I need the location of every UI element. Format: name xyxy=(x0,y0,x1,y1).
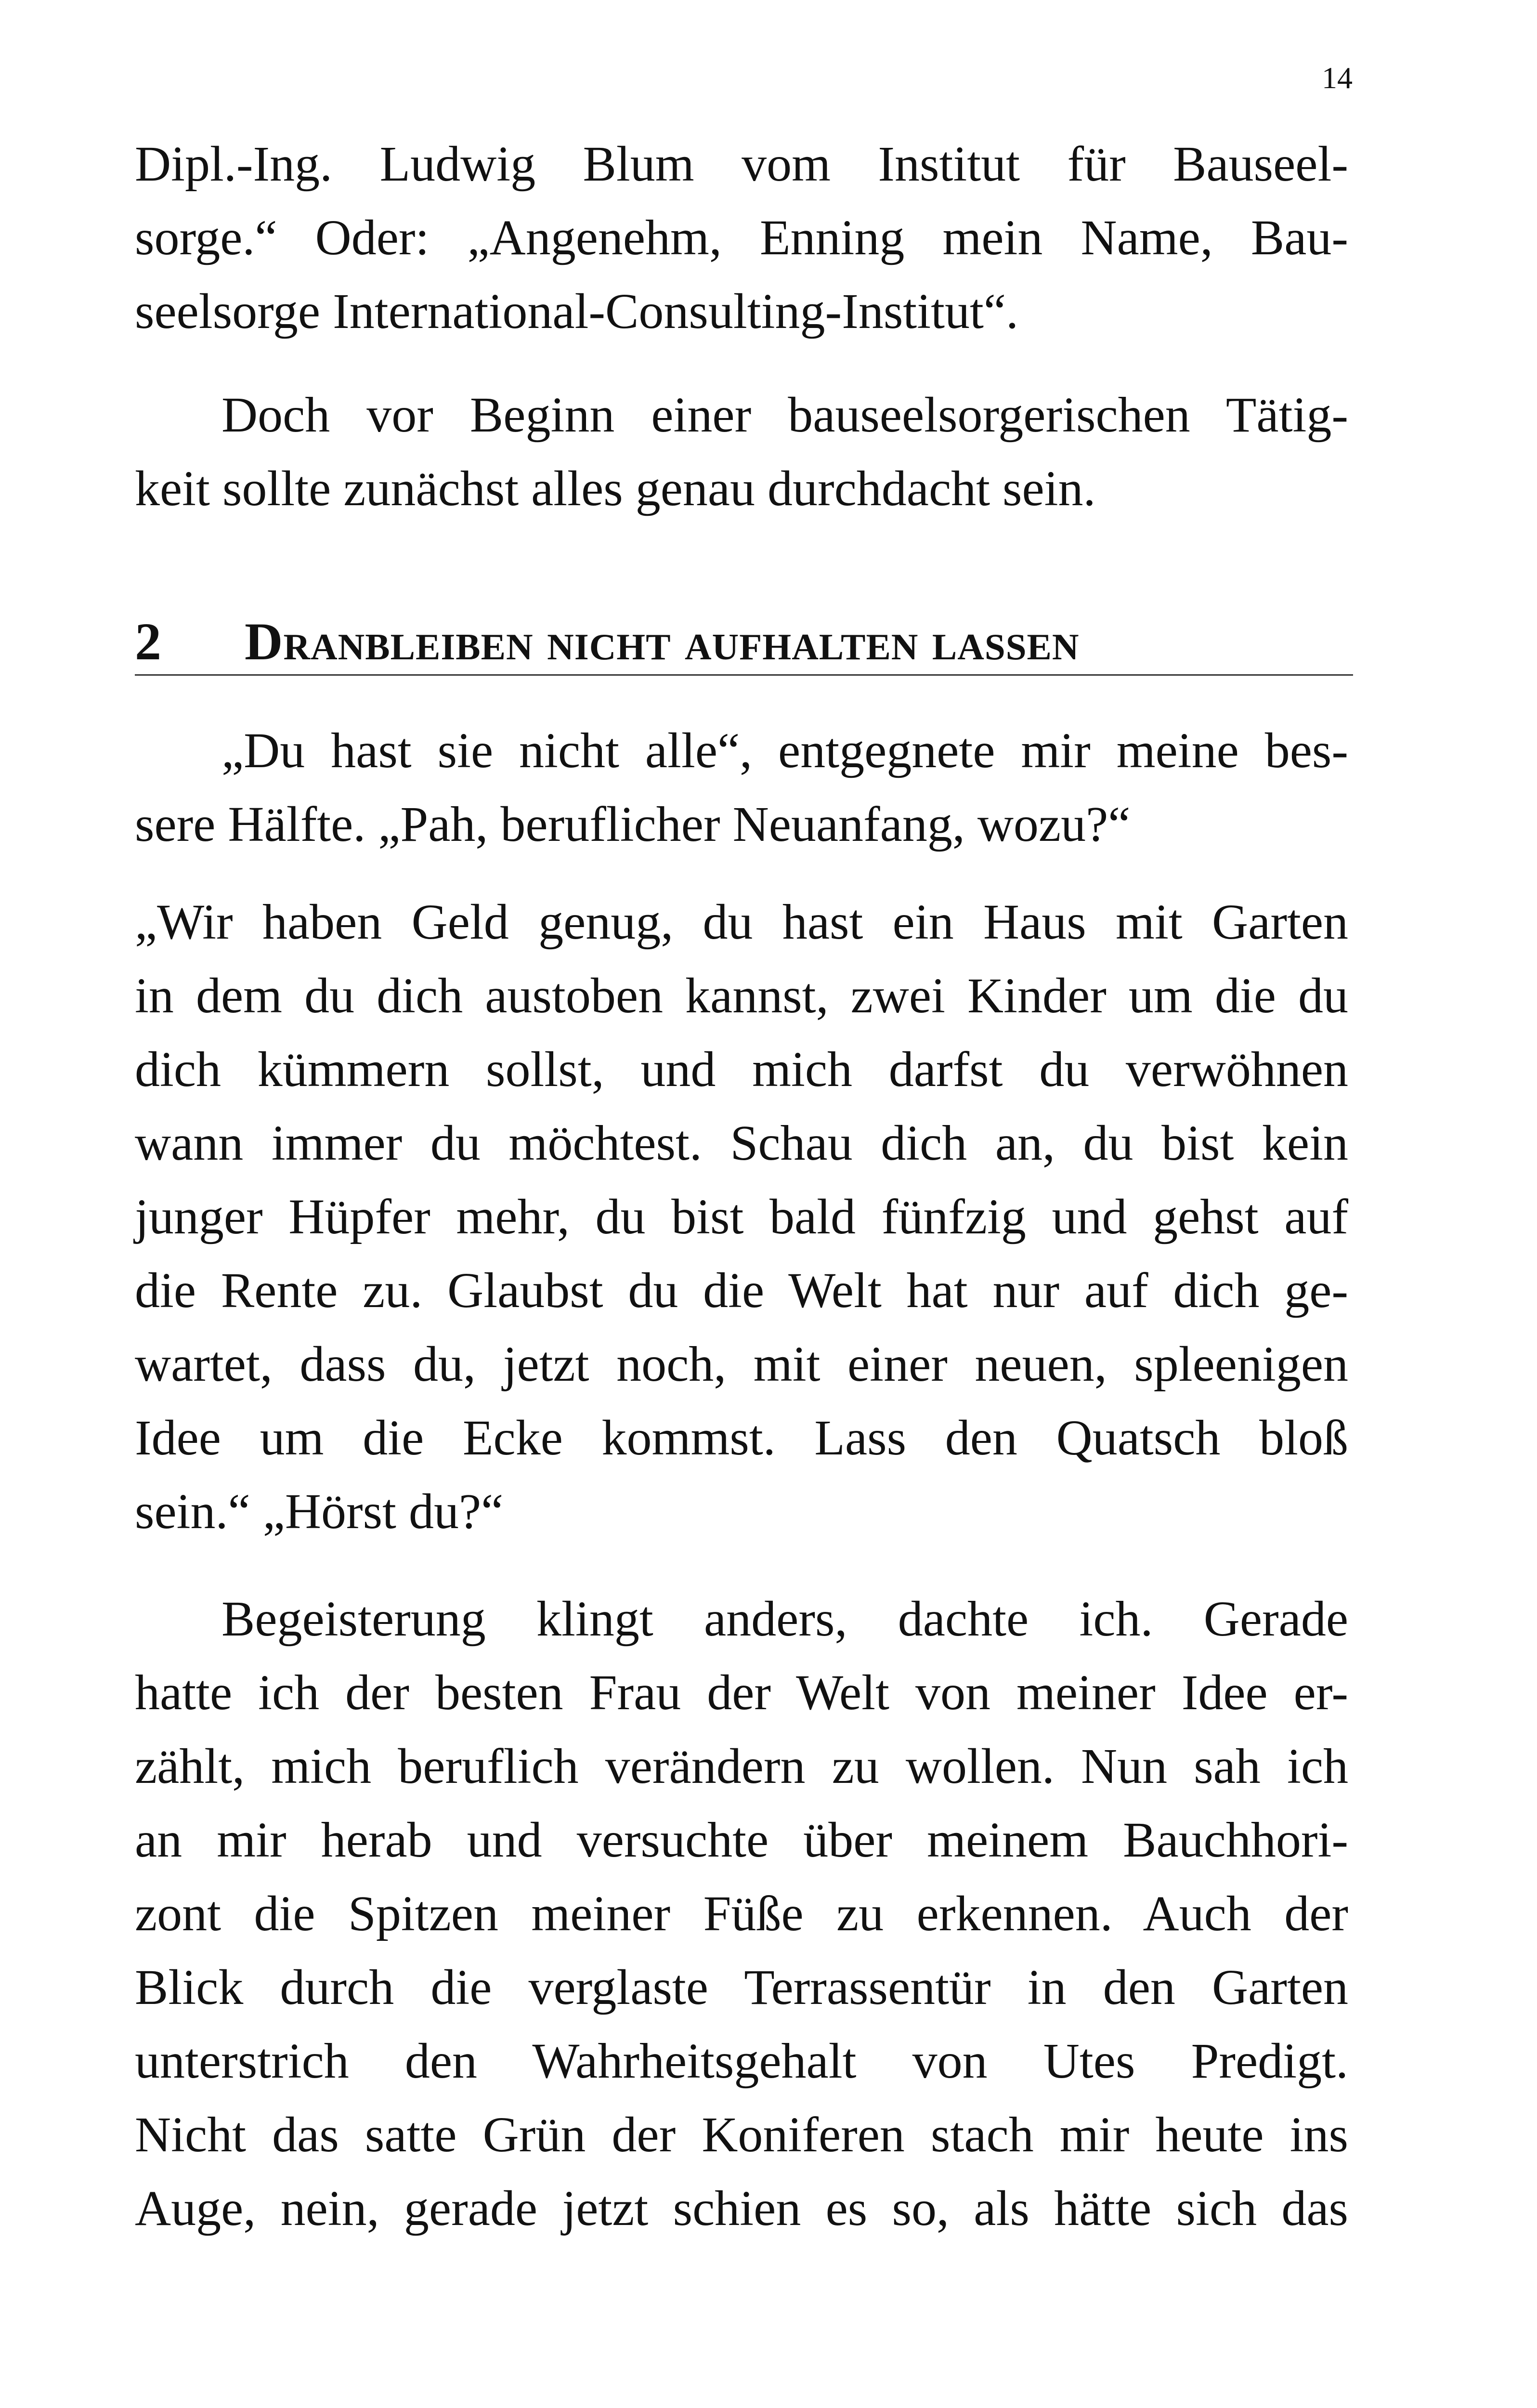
text-line: unterstrich den Wahrheitsgehalt von Utes Predigt. xyxy=(135,2033,1348,2089)
text-line: hatte ich der besten Frau der Welt von meiner Idee er- xyxy=(135,1665,1348,1720)
text-line: keit sollte zunächst alles genau durchdacht sein. xyxy=(135,461,1096,516)
text-line: „Du hast sie nicht alle“, entgegnete mir meine bes- xyxy=(221,723,1348,778)
section-title: Dranbleiben nicht aufhalten lassen xyxy=(245,612,1080,671)
text-line: Dipl.-Ing. Ludwig Blum vom Institut für Bauseel- xyxy=(135,136,1348,192)
text-line: zont die Spitzen meiner Füße zu erkennen. Auch der xyxy=(135,1886,1348,1941)
text-line: wartet, dass du, jetzt noch, mit einer neuen, spleenigen xyxy=(135,1336,1348,1392)
text-line: in dem du dich austoben kannst, zwei Kinder um die du xyxy=(135,968,1348,1023)
paragraph-continuation xyxy=(135,127,1348,348)
text-line: sein.“ „Hörst du?“ xyxy=(135,1484,504,1539)
page-number: 14 xyxy=(1322,61,1353,95)
text-line: Blick durch die verglaste Terrassentür in den Garten xyxy=(135,1960,1348,2015)
paragraph-dialogue-2 xyxy=(135,885,1348,1548)
text-line: sere Hälfte. „Pah, beruflicher Neuanfang, wozu?“ xyxy=(135,797,1131,852)
text-line: „Wir haben Geld genug, du hast ein Haus mit Garten xyxy=(135,894,1348,950)
text-line: wann immer du möchtest. Schau dich an, du bist kein xyxy=(135,1115,1348,1171)
text-line: junger Hüpfer mehr, du bist bald fünfzig und gehst auf xyxy=(135,1189,1348,1244)
text-line: an mir herab und versuchte über meinem Bauchhori- xyxy=(135,1812,1348,1868)
text-line: zählt, mich beruflich verändern zu wollen. Nun sah ich xyxy=(135,1739,1348,1794)
text-line: dich kümmern sollst, und mich darfst du verwöhnen xyxy=(135,1042,1348,1097)
section-heading xyxy=(135,604,1353,676)
paragraph-dialogue-1 xyxy=(135,714,1348,861)
text-line: Auge, nein, gerade jetzt schien es so, als hätte sich das xyxy=(135,2181,1348,2236)
text-line: seelsorge International-Consulting-Institut“. xyxy=(135,284,1019,339)
text-line: sorge.“ Oder: „Angenehm, Enning mein Name, Bau- xyxy=(135,210,1348,265)
paragraph-intro-end xyxy=(135,378,1348,525)
text-line: die Rente zu. Glaubst du die Welt hat nur auf dich ge- xyxy=(135,1263,1348,1318)
text-line: Begeisterung klingt anders, dachte ich. Gerade xyxy=(221,1591,1348,1647)
text-line: Doch vor Beginn einer bauseelsorgerischen Tätig- xyxy=(221,387,1348,443)
text-line: Idee um die Ecke kommst. Lass den Quatsch bloß xyxy=(135,1410,1348,1466)
text-line: Nicht das satte Grün der Koniferen stach mir heute ins xyxy=(135,2107,1348,2162)
section-number: 2 xyxy=(135,612,161,671)
paragraph-narration xyxy=(135,1582,1348,2245)
